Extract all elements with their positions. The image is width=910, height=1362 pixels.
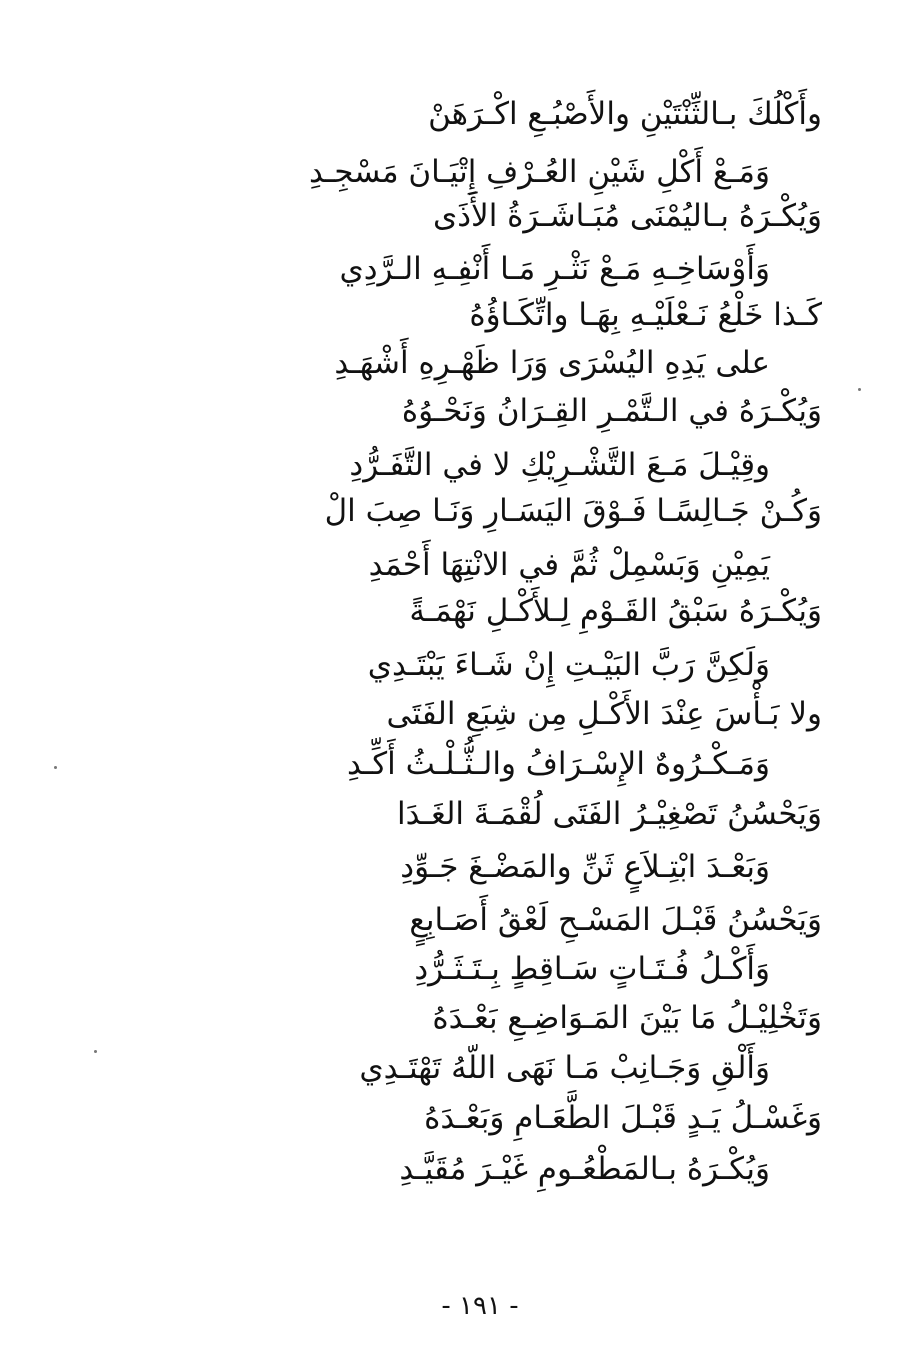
verse-line: وَيَحْسُنُ تَصْغِيْـرُ الفَتَى لُقْمَـةَ الغَـدَا bbox=[397, 796, 822, 832]
verse-line: وَيُكْـرَهُ سَبْقُ القَـوْمِ لِـلأَكْـلِ نَهْمَـةً bbox=[409, 593, 822, 629]
verse-line: وَغَسْـلُ يَـدٍ قَبْـلَ الطَّعَـامِ وَبَعْـدَهُ bbox=[424, 1100, 822, 1136]
verse-line: وَيُكْـرَهُ بـاليُمْنَى مُبَـاشَـرَةُ الأَذَى bbox=[432, 198, 822, 234]
verse-line: وَأَوْسَاخِـهِ مَـعْ نَثْـرِ مَـا أَنْفِـهِ الـرَّدِي bbox=[339, 251, 770, 287]
scan-speck bbox=[54, 766, 57, 769]
verse-line: وَتَخْلِيْـلُ مَا بَيْنَ المَـوَاضِـعِ بَعْـدَهُ bbox=[432, 1000, 822, 1036]
page-number: - ١٩١ - bbox=[441, 1291, 519, 1321]
verse-line: وَمَـكْـرُوهٌ الإِسْـرَافُ والـثُّـلْـثُ أَكِّـدِ bbox=[347, 746, 770, 782]
verse-line: وَيُكْـرَهُ بـالمَطْعُـومِ غَيْـرَ مُقَيَّـدِ bbox=[399, 1151, 770, 1187]
verse-line: وَمَـعْ أَكْلِ شَيْنِ العُـرْفِ إِتْيَـانَ مَسْجِـدِ bbox=[308, 154, 770, 190]
verse-line: يَمِيْنِ وَبَسْمِلْ ثُمَّ في الانْتِهَا أَحْمَدِ bbox=[368, 547, 770, 583]
verse-line: وَأَلْقِ وَجَـانِبْ مَـا نَهَى اللّهُ تَهْتَـدِي bbox=[359, 1050, 770, 1086]
verse-line: ولا بَـأْسَ عِنْدَ الأَكْـلِ مِن شِبَعِ الفَتَى bbox=[386, 696, 822, 732]
scan-speck bbox=[858, 388, 861, 391]
scan-speck bbox=[94, 1050, 97, 1053]
verse-line: وَلَكِنَّ رَبَّ البَيْـتِ إِنْ شَـاءَ يَبْتَـدِي bbox=[367, 647, 770, 683]
verse-line: وَأَكْـلُ فُـتَـاتٍ سَـاقِطٍ بِـتَـثَـرُّدِ bbox=[414, 951, 770, 987]
verse-line: وأَكْلُكَ بـالثِّنْتَيْنِ والأَصْبُـعِ اكْـرَهَنْ bbox=[428, 96, 822, 132]
verse-line: وَيُكْـرَهُ في الـتَّمْـرِ القِـرَانُ وَنَحْـوُهُ bbox=[401, 393, 822, 429]
verse-line: وقِيْـلَ مَـعَ التَّشْـرِيْكِ لا في التَّفَـرُّدِ bbox=[349, 447, 770, 483]
verse-line: وَكُـنْ جَـالِسًـا فَـوْقَ اليَسَـارِ وَنَـا صِبَ الْ bbox=[324, 493, 822, 529]
verse-line: وَبَعْـدَ ابْتِـلاَعٍ ثَنِّ والمَضْـغَ جَـوِّدِ bbox=[400, 849, 770, 885]
verse-line: كَـذا خَلْعُ نَـعْلَيْـهِ بِهَـا واتِّكَـاؤُهُ bbox=[469, 297, 822, 333]
verse-line: على يَدِهِ اليُسْرَى وَرَا ظَهْـرِهِ أَشْهَـدِ bbox=[334, 345, 770, 381]
verse-line: وَيَحْسُنُ قَبْـلَ المَسْـحِ لَعْقُ أَصَـابِعٍ bbox=[409, 902, 822, 938]
